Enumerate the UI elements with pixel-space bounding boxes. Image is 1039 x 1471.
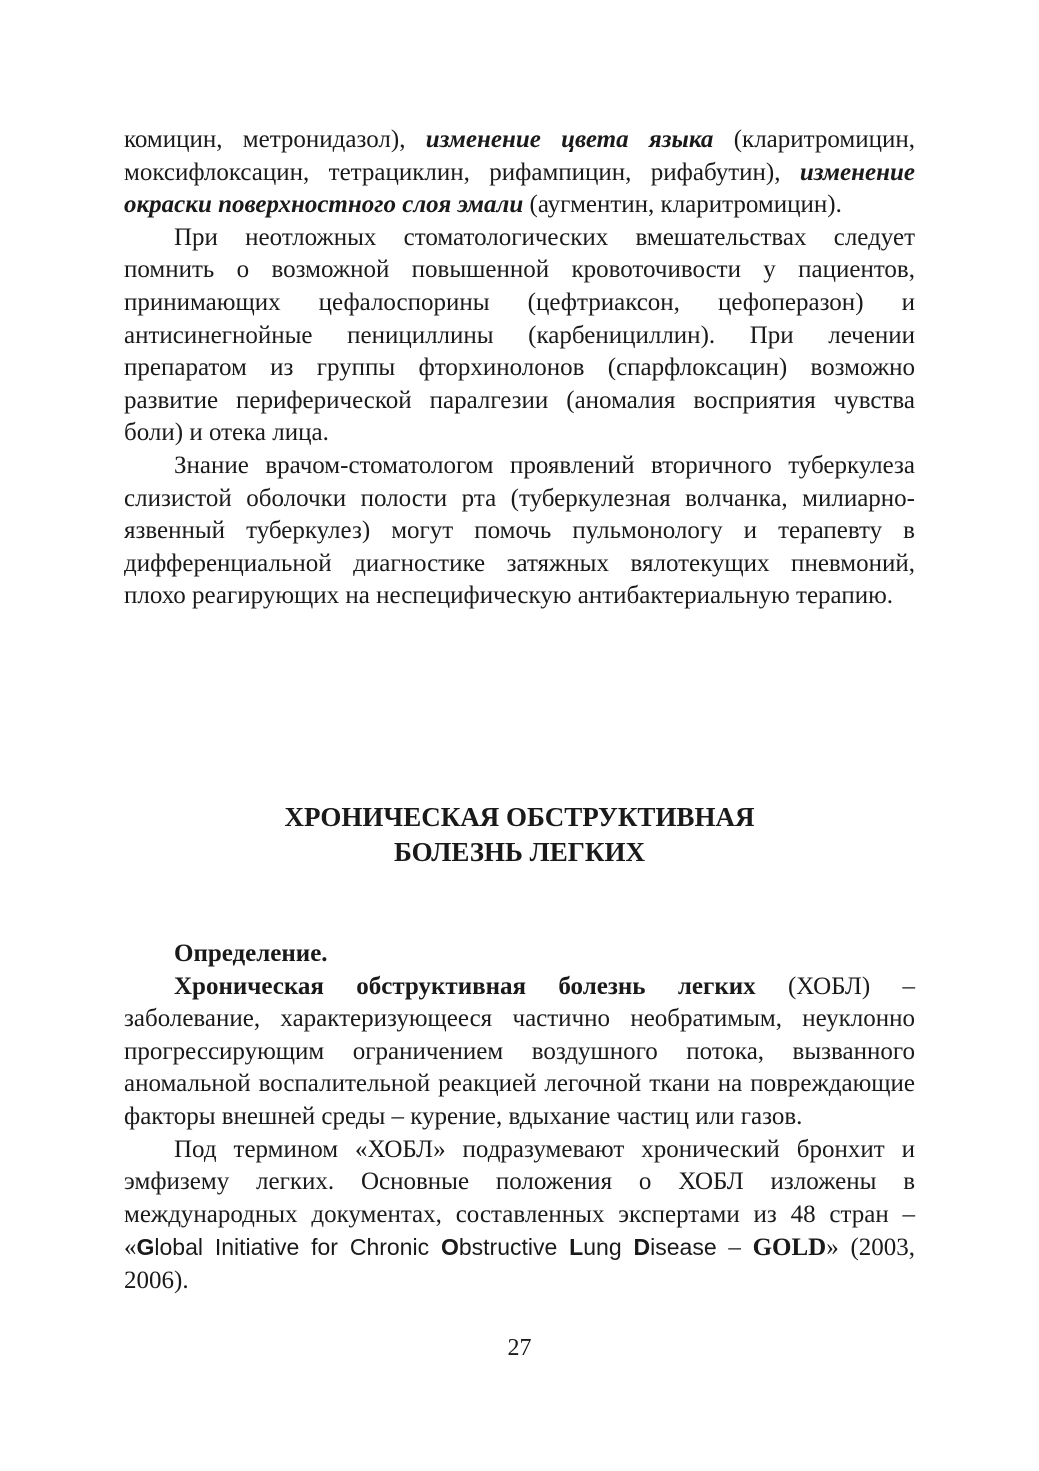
page-text-bottom	[124, 938, 915, 1298]
initial-o: O	[440, 1234, 459, 1261]
paragraph-tuberculosis: Знание врачом-стоматологом проявлений вторичного туберкулеза слизистой оболочки полости рта (туберкулезная волчанка, милиарно-язвенный туберкулез) могут помочь пульмонологу и терапевту в дифференциальной диагностике затяжных вялотекущих пневмоний, плохо реагирующих на неспецифическую антибактериальную терапию.	[124, 451, 915, 610]
emphasis-tongue-color: изменение цвета языка	[425, 126, 714, 153]
paragraph-text: Под термином «ХОБЛ» подразумевают хронический бронхит и эмфизему легких. Основные положения о ХОБЛ изложены в международных документах, составленных экспертами из 48 стран – «	[124, 1135, 915, 1262]
paragraph-text: » (2003, 2006).	[124, 1234, 916, 1294]
gold-text: bstructive	[458, 1234, 570, 1261]
section-heading	[124, 800, 915, 870]
gold-text: lobal Initiative for Chronic	[154, 1234, 441, 1261]
page-number: 27	[507, 1335, 532, 1361]
paragraph-text: (ХОБЛ) – заболевание, характеризующееся частично необратимым, неуклонно прогрессирующим ограничением воздушного потока, вызванного аномальной воспалительной реакцией легочной ткани на повреждающие факторы внешней среды – курение, вдыхание частиц или газов.	[124, 972, 915, 1130]
emphasis-enamel-color: изменение окраски поверхностного слоя эмали	[124, 158, 915, 219]
defined-term: Хроническая обструктивная болезнь легких	[174, 972, 756, 1000]
paragraph-text: комицин, метронидазол),	[124, 126, 426, 153]
paragraph-bleeding: При неотложных стоматологических вмешательствах следует помнить о возможной повышенной кровоточивости у пациентов, принимающих цефалоспорины (цефтриаксон, цефоперазон) и антисинегнойные пенициллины (карбенициллин). При лечении препаратом из группы фторхинолонов (спарфлоксацин) возможно развитие периферической паралгезии (аномалия восприятия чувства боли) и отека лица.	[124, 223, 915, 447]
gold-text: ung	[583, 1234, 634, 1261]
page-text-top	[124, 124, 915, 613]
definition-label: Определение.	[174, 940, 328, 967]
gold-text: isease	[650, 1234, 717, 1261]
heading-line-2: БОЛЕЗНЬ ЛЕГКИХ	[393, 837, 645, 867]
gold-acronym: GOLD	[752, 1234, 827, 1262]
initial-l: L	[569, 1234, 584, 1261]
paragraph-text: (кларитромицин, моксифлоксацин, тетрациклин, рифампицин, рифабутин),	[124, 126, 915, 186]
gold-expansion	[137, 1234, 717, 1260]
paragraph-definition	[124, 971, 915, 1134]
initial-d: D	[633, 1234, 651, 1261]
paragraph-text: (аугментин, кларитромицин).	[523, 191, 842, 219]
paragraph-text: –	[716, 1234, 753, 1262]
paragraph-side-effects	[124, 124, 915, 222]
paragraph-gold	[124, 1134, 915, 1298]
heading-line-1: ХРОНИЧЕСКАЯ ОБСТРУКТИВНАЯ	[284, 802, 755, 832]
initial-g: G	[136, 1234, 155, 1261]
